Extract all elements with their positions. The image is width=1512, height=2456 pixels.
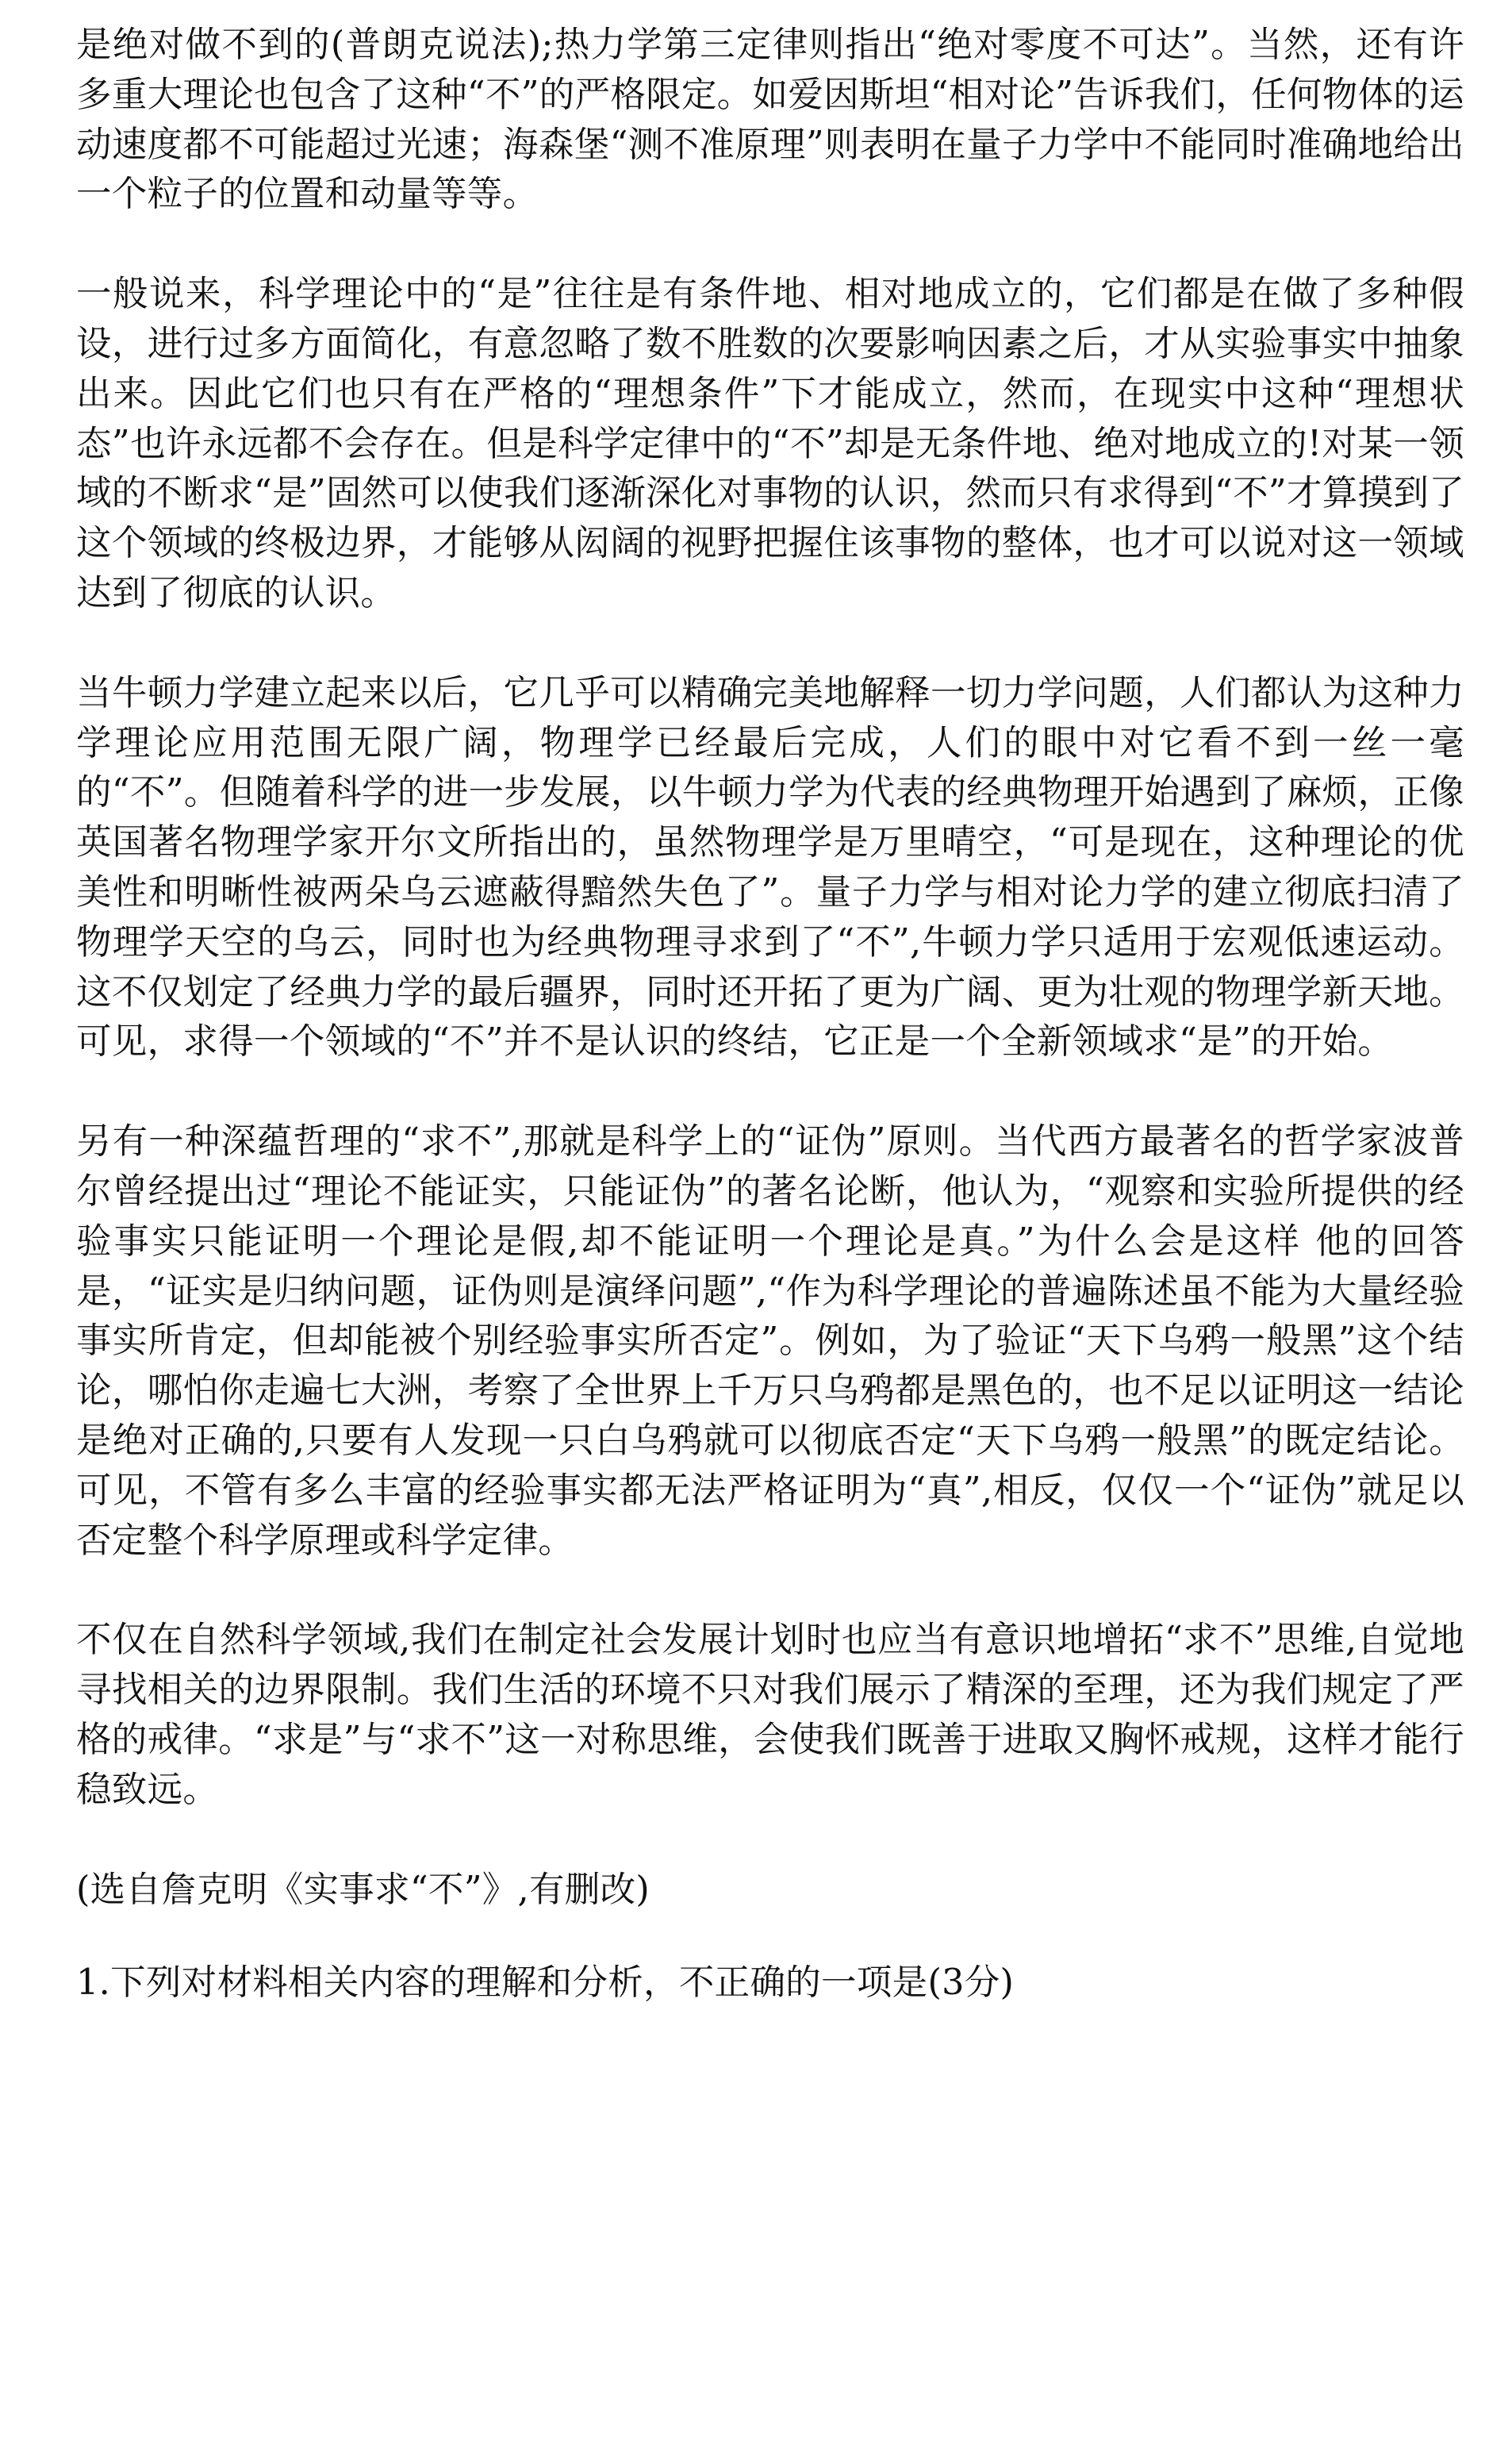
source-citation: (选自詹克明《实事求“不”》,有删改) — [76, 1869, 650, 1910]
paragraph-2: 一般说来，科学理论中的“是”往往是有条件地、相对地成立的，它们都是在做了多种假设，进行过多方面简化，有意忽略了数不胜数的次要影响因素之后，才从实验事实中抽象出来。因此它们也只有在严格的“理想条件”下才能成立，然而，在现实中这种“理想状态”也许永远都不会存在。但是科学定律中的“不”却是无条件地、绝对地成立的!对某一领域的不断求“是”固然可以使我们逐渐深化对事物的认识，然而只有求得到“不”才算摸到了这个领域的终极边界，才能够从闳阔的视野把握住该事物的整体，也才可以说对这一领域达到了彻底的认识。 — [76, 274, 1464, 613]
question-1: 1.下列对材料相关内容的理解和分析，不正确的一项是(3分) — [76, 1962, 1015, 2004]
document-body — [76, 21, 1464, 2008]
paragraph-4: 另有一种深蕴哲理的“求不”,那就是科学上的“证伪”原则。当代西方最著名的哲学家波普尔曾经提出过“理论不能证实，只能证伪”的著名论断，他认为，“观察和实验所提供的经验事实只能证明一个理论是假,却不能证明一个理论是真。”为什么会是这样 他的回答是，“证实是归纳问题，证伪则是演绎问题”,“作为科学理论的普遍陈述虽不能为大量经验事实所肯定，但却能被个别经验事实所否定”。例如，为了验证“天下乌鸦一般黑”这个结论，哪怕你走遍七大洲，考察了全世界上千万只乌鸦都是黑色的，也不足以证明这一结论是绝对正确的,只要有人发现一只白乌鸦就可以彻底否定“天下乌鸦一般黑”的既定结论。可见，不管有多么丰富的经验事实都无法严格证明为“真”,相反，仅仅一个“证伪”就足以否定整个科学原理或科学定律。 — [76, 1121, 1464, 1561]
paragraph-5: 不仅在自然科学领域,我们在制定社会发展计划时也应当有意识地增拓“求不”思维,自觉地寻找相关的边界限制。我们生活的环境不只对我们展示了精深的至理，还为我们规定了严格的戒律。“求是”与“求不”这一对称思维，会使我们既善于进取又胸怀戒规，这样才能行稳致远。 — [76, 1620, 1464, 1810]
paragraph-1: 是绝对做不到的(普朗克说法);热力学第三定律则指出“绝对零度不可达”。当然，还有许多重大理论也包含了这种“不”的严格限定。如爱因斯坦“相对论”告诉我们，任何物体的运动速度都不可能超过光速；海森堡“测不准原理”则表明在量子力学中不能同时准确地给出一个粒子的位置和动量等等。 — [76, 25, 1464, 215]
paragraph-3: 当牛顿力学建立起来以后，它几乎可以精确完美地解释一切力学问题，人们都认为这种力学理论应用范围无限广阔，物理学已经最后完成，人们的眼中对它看不到一丝一毫的“不”。但随着科学的进一步发展，以牛顿力学为代表的经典物理开始遇到了麻烦，正像英国著名物理学家开尔文所指出的，虽然物理学是万里晴空，“可是现在，这种理论的优美性和明晰性被两朵乌云遮蔽得黯然失色了”。量子力学与相对论力学的建立彻底扫清了物理学天空的乌云，同时也为经典物理寻求到了“不”,牛顿力学只适用于宏观低速运动。这不仅划定了经典力学的最后疆界，同时还开拓了更为广阔、更为壮观的物理学新天地。可见，求得一个领域的“不”并不是认识的终结，它正是一个全新领域求“是”的开始。 — [76, 672, 1464, 1063]
